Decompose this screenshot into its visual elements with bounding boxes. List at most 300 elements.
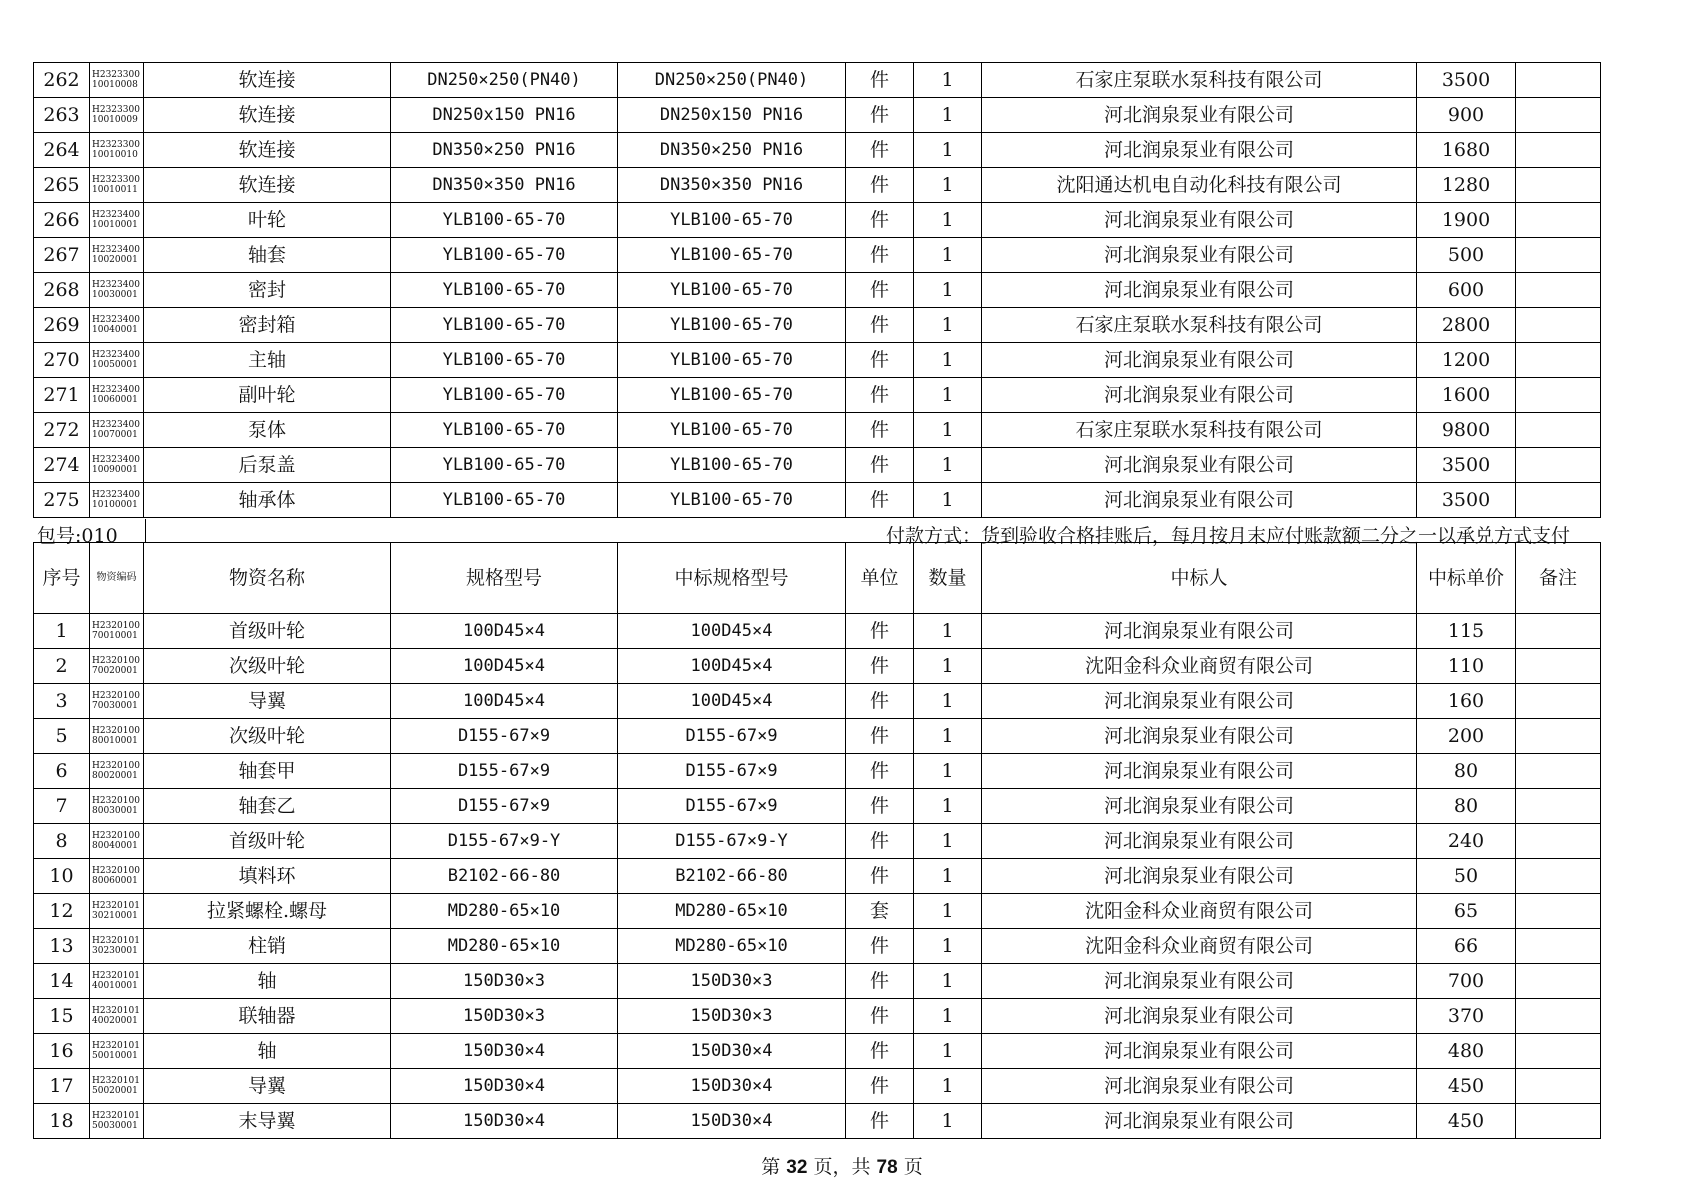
- cell-name: 副叶轮: [144, 378, 391, 413]
- cell-no: 269: [34, 308, 90, 343]
- cell-price: 1600: [1417, 378, 1516, 413]
- procurement-table-package-010: [33, 542, 1601, 1139]
- cell-winner: 石家庄泵联水泵科技有限公司: [982, 413, 1417, 448]
- cell-price: 1280: [1417, 168, 1516, 203]
- cell-price: 1680: [1417, 133, 1516, 168]
- cell-unit: 件: [846, 238, 914, 273]
- cell-spec: 150D30×3: [391, 964, 618, 999]
- cell-name: 密封箱: [144, 308, 391, 343]
- procurement-table-continued: [33, 62, 1601, 518]
- cell-spec: MD280-65×10: [391, 894, 618, 929]
- cell-remark: [1516, 894, 1601, 929]
- cell-bid-spec: YLB100-65-70: [618, 308, 846, 343]
- cell-spec: YLB100-65-70: [391, 483, 618, 518]
- cell-bid-spec: 150D30×4: [618, 1104, 846, 1139]
- cell-code: H2323400 10050001: [90, 343, 144, 378]
- cell-code: H2323400 10040001: [90, 308, 144, 343]
- table-row: [34, 133, 1601, 168]
- cell-code: H2320101 50020001: [90, 1069, 144, 1104]
- cell-unit: 件: [846, 413, 914, 448]
- cell-winner: 河北润泉泵业有限公司: [982, 1104, 1417, 1139]
- cell-code: H2320100 70030001: [90, 684, 144, 719]
- cell-remark: [1516, 378, 1601, 413]
- cell-remark: [1516, 483, 1601, 518]
- cell-code: H2320100 80060001: [90, 859, 144, 894]
- cell-unit: 件: [846, 719, 914, 754]
- cell-remark: [1516, 1104, 1601, 1139]
- cell-winner: 沈阳金科众业商贸有限公司: [982, 929, 1417, 964]
- header-code: 物资编码: [90, 543, 144, 614]
- cell-remark: [1516, 308, 1601, 343]
- cell-bid-spec: D155-67×9: [618, 754, 846, 789]
- cell-spec: 100D45×4: [391, 684, 618, 719]
- cell-unit: 件: [846, 789, 914, 824]
- cell-no: 8: [34, 824, 90, 859]
- cell-no: 5: [34, 719, 90, 754]
- cell-remark: [1516, 824, 1601, 859]
- cell-winner: 河北润泉泵业有限公司: [982, 999, 1417, 1034]
- cell-code: H2320101 40010001: [90, 964, 144, 999]
- cell-unit: 套: [846, 894, 914, 929]
- cell-remark: [1516, 1069, 1601, 1104]
- page-footer: [0, 1152, 1684, 1179]
- cell-winner: 河北润泉泵业有限公司: [982, 964, 1417, 999]
- cell-price: 370: [1417, 999, 1516, 1034]
- cell-no: 14: [34, 964, 90, 999]
- cell-name: 首级叶轮: [144, 614, 391, 649]
- table-row: [34, 273, 1601, 308]
- cell-unit: 件: [846, 1069, 914, 1104]
- cell-name: 主轴: [144, 343, 391, 378]
- cell-unit: 件: [846, 1104, 914, 1139]
- cell-name: 次级叶轮: [144, 719, 391, 754]
- cell-spec: D155-67×9: [391, 754, 618, 789]
- cell-name: 软连接: [144, 63, 391, 98]
- cell-remark: [1516, 684, 1601, 719]
- cell-winner: 河北润泉泵业有限公司: [982, 1069, 1417, 1104]
- cell-price: 700: [1417, 964, 1516, 999]
- cell-price: 80: [1417, 789, 1516, 824]
- cell-bid-spec: 150D30×3: [618, 964, 846, 999]
- header-bid-spec: 中标规格型号: [618, 543, 846, 614]
- cell-bid-spec: YLB100-65-70: [618, 343, 846, 378]
- table-row: [34, 1034, 1601, 1069]
- cell-bid-spec: YLB100-65-70: [618, 273, 846, 308]
- cell-name: 拉紧螺栓.螺母: [144, 894, 391, 929]
- cell-qty: 1: [914, 649, 982, 684]
- cell-name: 密封: [144, 273, 391, 308]
- cell-price: 900: [1417, 98, 1516, 133]
- cell-unit: 件: [846, 168, 914, 203]
- cell-price: 1900: [1417, 203, 1516, 238]
- cell-spec: DN250×250(PN40): [391, 63, 618, 98]
- cell-bid-spec: 100D45×4: [618, 614, 846, 649]
- cell-name: 末导翼: [144, 1104, 391, 1139]
- cell-no: 17: [34, 1069, 90, 1104]
- cell-price: 66: [1417, 929, 1516, 964]
- cell-unit: 件: [846, 649, 914, 684]
- cell-no: 3: [34, 684, 90, 719]
- cell-bid-spec: 100D45×4: [618, 649, 846, 684]
- cell-qty: 1: [914, 1104, 982, 1139]
- cell-name: 软连接: [144, 168, 391, 203]
- cell-price: 240: [1417, 824, 1516, 859]
- cell-winner: 河北润泉泵业有限公司: [982, 1034, 1417, 1069]
- cell-no: 274: [34, 448, 90, 483]
- cell-no: 271: [34, 378, 90, 413]
- table-row: [34, 343, 1601, 378]
- cell-remark: [1516, 789, 1601, 824]
- cell-bid-spec: 100D45×4: [618, 684, 846, 719]
- cell-winner: 河北润泉泵业有限公司: [982, 448, 1417, 483]
- cell-qty: 1: [914, 378, 982, 413]
- cell-price: 500: [1417, 238, 1516, 273]
- package-number: 包号:010: [37, 525, 118, 547]
- cell-no: 275: [34, 483, 90, 518]
- cell-price: 3500: [1417, 483, 1516, 518]
- cell-spec: DN350×250 PN16: [391, 133, 618, 168]
- cell-name: 导翼: [144, 1069, 391, 1104]
- cell-spec: 100D45×4: [391, 614, 618, 649]
- cell-code: H2323400 10090001: [90, 448, 144, 483]
- package-info-row: [33, 519, 1600, 547]
- table-row: [34, 824, 1601, 859]
- table-row: [34, 754, 1601, 789]
- cell-unit: 件: [846, 999, 914, 1034]
- cell-unit: 件: [846, 133, 914, 168]
- cell-winner: 河北润泉泵业有限公司: [982, 684, 1417, 719]
- cell-unit: 件: [846, 614, 914, 649]
- footer-middle: 页，共: [813, 1156, 871, 1178]
- cell-code: H2323400 10010001: [90, 203, 144, 238]
- cell-winner: 河北润泉泵业有限公司: [982, 754, 1417, 789]
- cell-name: 联轴器: [144, 999, 391, 1034]
- cell-spec: YLB100-65-70: [391, 378, 618, 413]
- cell-qty: 1: [914, 63, 982, 98]
- table-row: [34, 719, 1601, 754]
- header-unit: 单位: [846, 543, 914, 614]
- cell-bid-spec: YLB100-65-70: [618, 378, 846, 413]
- cell-code: H2320100 80040001: [90, 824, 144, 859]
- cell-spec: 150D30×4: [391, 1104, 618, 1139]
- cell-bid-spec: 150D30×3: [618, 999, 846, 1034]
- cell-name: 次级叶轮: [144, 649, 391, 684]
- cell-winner: 河北润泉泵业有限公司: [982, 238, 1417, 273]
- table-row: [34, 238, 1601, 273]
- cell-spec: 150D30×4: [391, 1069, 618, 1104]
- cell-winner: 河北润泉泵业有限公司: [982, 273, 1417, 308]
- cell-spec: YLB100-65-70: [391, 273, 618, 308]
- cell-winner: 沈阳通达机电自动化科技有限公司: [982, 168, 1417, 203]
- cell-no: 10: [34, 859, 90, 894]
- cell-remark: [1516, 929, 1601, 964]
- cell-no: 270: [34, 343, 90, 378]
- cell-code: H2320101 50010001: [90, 1034, 144, 1069]
- cell-remark: [1516, 98, 1601, 133]
- table-row: [34, 999, 1601, 1034]
- cell-price: 115: [1417, 614, 1516, 649]
- header-no: 序号: [34, 543, 90, 614]
- cell-remark: [1516, 273, 1601, 308]
- cell-name: 填料环: [144, 859, 391, 894]
- cell-unit: 件: [846, 448, 914, 483]
- cell-remark: [1516, 413, 1601, 448]
- cell-qty: 1: [914, 1034, 982, 1069]
- table-row: [34, 964, 1601, 999]
- cell-bid-spec: DN350×250 PN16: [618, 133, 846, 168]
- table-row: [34, 308, 1601, 343]
- current-page-number: 32: [786, 1157, 808, 1178]
- cell-no: 1: [34, 614, 90, 649]
- cell-remark: [1516, 964, 1601, 999]
- cell-unit: 件: [846, 754, 914, 789]
- table-row: [34, 614, 1601, 649]
- cell-winner: 河北润泉泵业有限公司: [982, 824, 1417, 859]
- cell-price: 600: [1417, 273, 1516, 308]
- cell-qty: 1: [914, 308, 982, 343]
- table-row: [34, 483, 1601, 518]
- cell-spec: 100D45×4: [391, 649, 618, 684]
- cell-qty: 1: [914, 719, 982, 754]
- cell-winner: 河北润泉泵业有限公司: [982, 719, 1417, 754]
- cell-qty: 1: [914, 343, 982, 378]
- cell-unit: 件: [846, 483, 914, 518]
- cell-name: 导翼: [144, 684, 391, 719]
- table-row: [34, 448, 1601, 483]
- cell-price: 65: [1417, 894, 1516, 929]
- cell-remark: [1516, 999, 1601, 1034]
- cell-price: 450: [1417, 1104, 1516, 1139]
- cell-no: 18: [34, 1104, 90, 1139]
- cell-no: 266: [34, 203, 90, 238]
- header-price: 中标单价: [1417, 543, 1516, 614]
- cell-remark: [1516, 719, 1601, 754]
- cell-qty: 1: [914, 413, 982, 448]
- cell-code: H2320101 30230001: [90, 929, 144, 964]
- cell-winner: 河北润泉泵业有限公司: [982, 343, 1417, 378]
- table-row: [34, 1104, 1601, 1139]
- header-remark: 备注: [1516, 543, 1601, 614]
- cell-spec: YLB100-65-70: [391, 238, 618, 273]
- cell-code: H2323400 10030001: [90, 273, 144, 308]
- cell-unit: 件: [846, 98, 914, 133]
- header-name: 物资名称: [144, 543, 391, 614]
- cell-spec: DN250x150 PN16: [391, 98, 618, 133]
- payment-terms: 付款方式：货到验收合格挂账后，每月按月末应付账款额二分之一以承兑方式支付: [885, 525, 1570, 547]
- cell-qty: 1: [914, 483, 982, 518]
- cell-spec: YLB100-65-70: [391, 343, 618, 378]
- cell-qty: 1: [914, 1069, 982, 1104]
- cell-unit: 件: [846, 859, 914, 894]
- footer-suffix: 页: [903, 1156, 923, 1178]
- cell-bid-spec: B2102-66-80: [618, 859, 846, 894]
- cell-price: 3500: [1417, 448, 1516, 483]
- cell-code: H2323400 10060001: [90, 378, 144, 413]
- cell-name: 轴承体: [144, 483, 391, 518]
- cell-spec: 150D30×4: [391, 1034, 618, 1069]
- cell-price: 2800: [1417, 308, 1516, 343]
- cell-code: H2323400 10070001: [90, 413, 144, 448]
- cell-unit: 件: [846, 63, 914, 98]
- cell-remark: [1516, 1034, 1601, 1069]
- cell-remark: [1516, 754, 1601, 789]
- table-row: [34, 413, 1601, 448]
- cell-unit: 件: [846, 1034, 914, 1069]
- cell-code: H2320101 40020001: [90, 999, 144, 1034]
- cell-name: 首级叶轮: [144, 824, 391, 859]
- table-row: [34, 1069, 1601, 1104]
- cell-remark: [1516, 448, 1601, 483]
- cell-bid-spec: YLB100-65-70: [618, 448, 846, 483]
- cell-spec: YLB100-65-70: [391, 448, 618, 483]
- cell-bid-spec: YLB100-65-70: [618, 203, 846, 238]
- cell-no: 2: [34, 649, 90, 684]
- header-winner: 中标人: [982, 543, 1417, 614]
- cell-unit: 件: [846, 308, 914, 343]
- cell-code: H2323300 10010011: [90, 168, 144, 203]
- cell-no: 7: [34, 789, 90, 824]
- cell-no: 16: [34, 1034, 90, 1069]
- cell-code: H2323400 10020001: [90, 238, 144, 273]
- cell-winner: 沈阳金科众业商贸有限公司: [982, 894, 1417, 929]
- cell-qty: 1: [914, 684, 982, 719]
- cell-code: H2323300 10010010: [90, 133, 144, 168]
- cell-winner: 河北润泉泵业有限公司: [982, 378, 1417, 413]
- cell-qty: 1: [914, 98, 982, 133]
- cell-unit: 件: [846, 824, 914, 859]
- cell-winner: 河北润泉泵业有限公司: [982, 614, 1417, 649]
- cell-price: 1200: [1417, 343, 1516, 378]
- cell-spec: D155-67×9: [391, 719, 618, 754]
- cell-qty: 1: [914, 614, 982, 649]
- cell-no: 262: [34, 63, 90, 98]
- cell-winner: 石家庄泵联水泵科技有限公司: [982, 308, 1417, 343]
- cell-name: 轴套甲: [144, 754, 391, 789]
- table-row: [34, 168, 1601, 203]
- cell-spec: 150D30×3: [391, 999, 618, 1034]
- cell-winner: 河北润泉泵业有限公司: [982, 98, 1417, 133]
- cell-name: 软连接: [144, 98, 391, 133]
- cell-bid-spec: YLB100-65-70: [618, 238, 846, 273]
- table-row: [34, 649, 1601, 684]
- cell-qty: 1: [914, 203, 982, 238]
- table-row: [34, 378, 1601, 413]
- cell-name: 软连接: [144, 133, 391, 168]
- cell-code: H2323300 10010009: [90, 98, 144, 133]
- cell-bid-spec: MD280-65×10: [618, 929, 846, 964]
- total-page-number: 78: [876, 1157, 898, 1178]
- cell-qty: 1: [914, 824, 982, 859]
- table-row: [34, 789, 1601, 824]
- cell-unit: 件: [846, 343, 914, 378]
- cell-qty: 1: [914, 859, 982, 894]
- cell-price: 200: [1417, 719, 1516, 754]
- table1-body: [34, 63, 1601, 518]
- cell-spec: D155-67×9: [391, 789, 618, 824]
- cell-name: 轴套: [144, 238, 391, 273]
- table-row: [34, 203, 1601, 238]
- table2-body: [34, 614, 1601, 1139]
- cell-code: H2323400 10100001: [90, 483, 144, 518]
- cell-no: 268: [34, 273, 90, 308]
- cell-price: 450: [1417, 1069, 1516, 1104]
- cell-code: H2320100 80020001: [90, 754, 144, 789]
- cell-name: 轴: [144, 964, 391, 999]
- cell-name: 轴: [144, 1034, 391, 1069]
- cell-no: 272: [34, 413, 90, 448]
- cell-remark: [1516, 614, 1601, 649]
- cell-code: H2320100 70010001: [90, 614, 144, 649]
- cell-spec: YLB100-65-70: [391, 308, 618, 343]
- cell-spec: B2102-66-80: [391, 859, 618, 894]
- package-row-divider: [145, 519, 146, 542]
- cell-winner: 河北润泉泵业有限公司: [982, 133, 1417, 168]
- cell-no: 6: [34, 754, 90, 789]
- cell-price: 9800: [1417, 413, 1516, 448]
- cell-unit: 件: [846, 684, 914, 719]
- cell-price: 110: [1417, 649, 1516, 684]
- cell-price: 160: [1417, 684, 1516, 719]
- cell-name: 泵体: [144, 413, 391, 448]
- cell-bid-spec: DN350×350 PN16: [618, 168, 846, 203]
- cell-bid-spec: D155-67×9: [618, 789, 846, 824]
- cell-no: 264: [34, 133, 90, 168]
- cell-code: H2320101 30210001: [90, 894, 144, 929]
- cell-unit: 件: [846, 964, 914, 999]
- cell-unit: 件: [846, 273, 914, 308]
- cell-code: H2320100 70020001: [90, 649, 144, 684]
- cell-winner: 河北润泉泵业有限公司: [982, 859, 1417, 894]
- cell-name: 轴套乙: [144, 789, 391, 824]
- cell-unit: 件: [846, 378, 914, 413]
- cell-bid-spec: YLB100-65-70: [618, 413, 846, 448]
- cell-remark: [1516, 63, 1601, 98]
- cell-winner: 河北润泉泵业有限公司: [982, 203, 1417, 238]
- table-row: [34, 929, 1601, 964]
- cell-qty: 1: [914, 964, 982, 999]
- cell-code: H2320101 50030001: [90, 1104, 144, 1139]
- cell-qty: 1: [914, 238, 982, 273]
- cell-price: 3500: [1417, 63, 1516, 98]
- cell-price: 80: [1417, 754, 1516, 789]
- cell-qty: 1: [914, 929, 982, 964]
- cell-unit: 件: [846, 203, 914, 238]
- footer-prefix: 第: [761, 1156, 781, 1178]
- table-row: [34, 859, 1601, 894]
- cell-bid-spec: D155-67×9-Y: [618, 824, 846, 859]
- cell-unit: 件: [846, 929, 914, 964]
- cell-bid-spec: DN250×250(PN40): [618, 63, 846, 98]
- cell-code: H2323300 10010008: [90, 63, 144, 98]
- cell-no: 265: [34, 168, 90, 203]
- cell-no: 15: [34, 999, 90, 1034]
- cell-qty: 1: [914, 273, 982, 308]
- cell-spec: DN350×350 PN16: [391, 168, 618, 203]
- cell-bid-spec: 150D30×4: [618, 1069, 846, 1104]
- cell-no: 263: [34, 98, 90, 133]
- cell-winner: 石家庄泵联水泵科技有限公司: [982, 63, 1417, 98]
- cell-winner: 河北润泉泵业有限公司: [982, 789, 1417, 824]
- cell-qty: 1: [914, 789, 982, 824]
- cell-no: 267: [34, 238, 90, 273]
- cell-remark: [1516, 343, 1601, 378]
- cell-bid-spec: D155-67×9: [618, 719, 846, 754]
- cell-qty: 1: [914, 999, 982, 1034]
- cell-spec: D155-67×9-Y: [391, 824, 618, 859]
- cell-remark: [1516, 649, 1601, 684]
- cell-name: 叶轮: [144, 203, 391, 238]
- cell-remark: [1516, 203, 1601, 238]
